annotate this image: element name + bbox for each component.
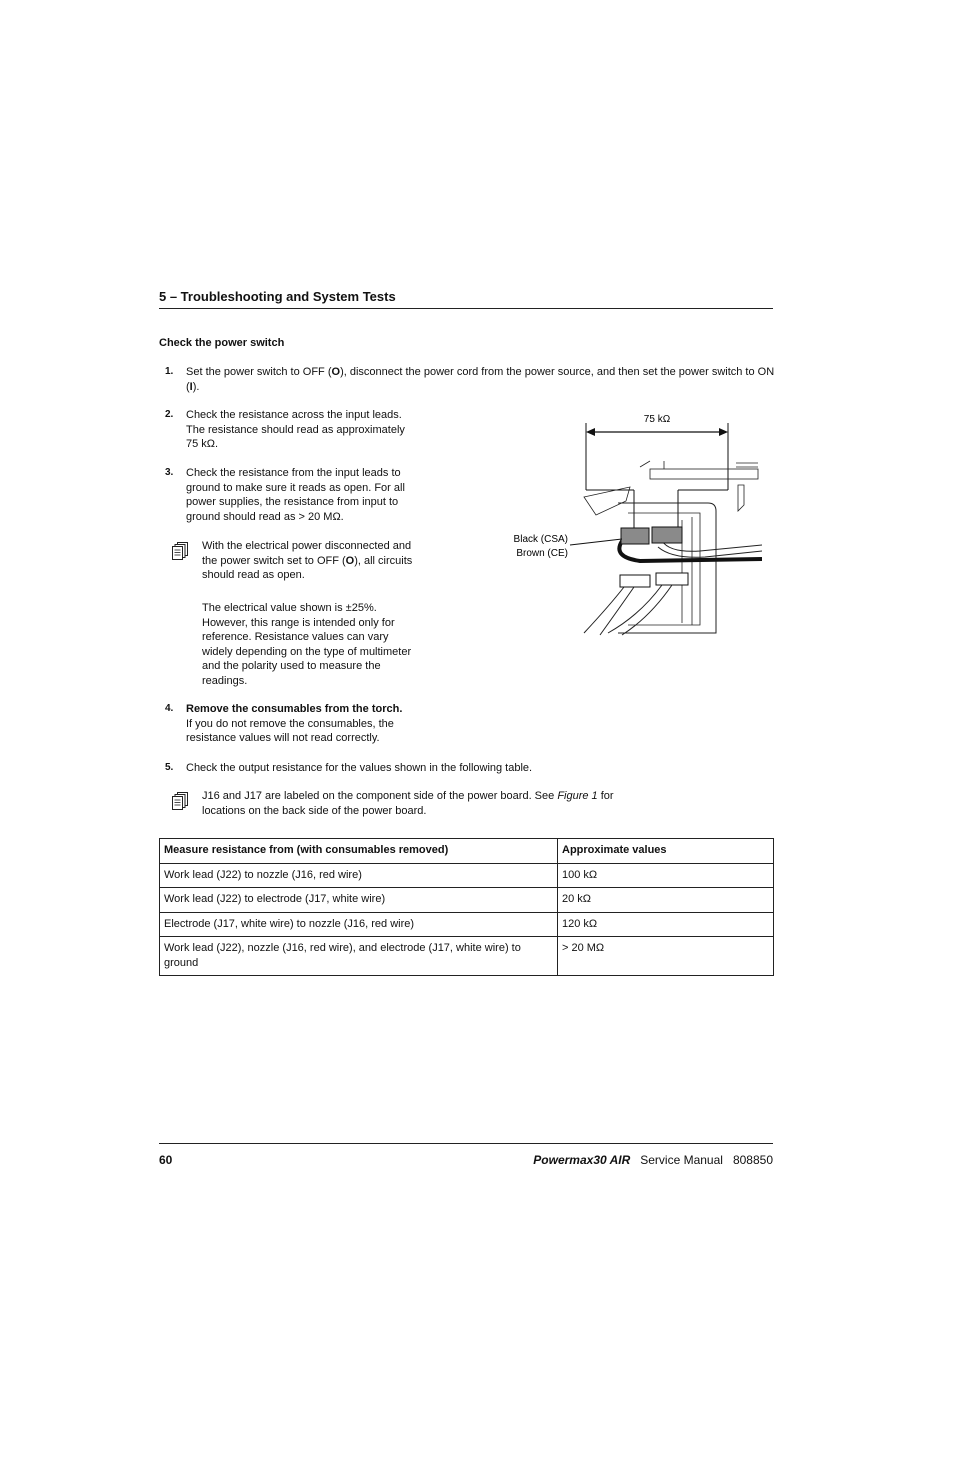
column-header: Measure resistance from (with consumables removed) [160,839,558,864]
product-name: Powermax30 AIR [533,1153,631,1167]
step-text: If you do not remove the consumables, the resistance values will not read correctly. [186,717,394,745]
step-number: 5. [165,762,174,773]
table-cell: 100 kΩ [558,863,774,888]
table-row [160,888,774,913]
table-row [160,912,774,937]
step-text: Set the power switch to OFF (O), disconnect the power cord from the power source, and then set the power switch to ON (I). [186,366,775,393]
figure-reference-link[interactable]: Figure 1 [557,790,598,802]
column-header: Approximate values [558,839,774,864]
step-2 [165,408,415,454]
on-symbol: I [189,380,193,393]
note-tolerance: The electrical value shown is ±25%. However, this range is intended only for reference. Resistance values can vary widely depending on the type of multimeter and the polarity used to measure the readings. [202,602,412,687]
measure-label: 75 kΩ [643,414,671,425]
step-4 [165,702,425,748]
table-cell: 120 kΩ [558,912,774,937]
step-text: Check the output resistance for the values shown in the following table. [186,762,533,774]
step-1 [165,365,775,397]
doc-number: 808850 [732,1153,773,1167]
step-number: 1. [165,366,174,377]
note-icon [172,792,188,810]
note-icon [172,542,188,560]
table-cell: Work lead (J22) to electrode (J17, white wire) [160,888,558,913]
note-connector-labels: J16 and J17 are labeled on the component side of the power board. See Figure 1 for locations on the back side of the power board. [202,790,614,817]
table-header-row [160,839,774,864]
step-number: 4. [165,703,174,714]
table-cell: Work lead (J22), nozzle (J16, red wire), and electrode (J17, white wire) to ground [160,937,558,976]
step-text: Check the resistance across the input leads. The resistance should read as approximately 75 kΩ. [186,409,405,451]
step-text: Check the resistance from the input leads to ground to make sure it reads as open. For all power supplies, the resistance from input to ground should read as > 20 MΩ. [186,467,405,523]
label-brown-ce: Brown (CE) [516,548,568,559]
table-cell: Work lead (J22) to nozzle (J16, red wire) [160,863,558,888]
step-5 [165,761,765,777]
table-row [160,937,774,976]
page-number: 60 [159,1153,173,1167]
table-cell: Electrode (J17, white wire) to nozzle (J16, red wire) [160,912,558,937]
step-title: Remove the consumables from the torch. [186,703,403,715]
resistance-table [159,838,774,976]
table-row [160,863,774,888]
table-cell: 20 kΩ [558,888,774,913]
step-3 [165,466,415,526]
doc-type: Service Manual [640,1153,723,1167]
footer-doc-info [533,1153,773,1167]
step-number: 2. [165,409,174,420]
off-symbol: O [331,366,341,378]
chapter-header: 5 – Troubleshooting and System Tests [159,289,396,304]
off-symbol: O [345,554,355,567]
step-number: 3. [165,467,174,478]
footer-rule [159,1143,773,1144]
header-rule [159,308,773,309]
power-switch-figure [500,405,762,637]
section-title: Check the power switch [159,337,285,349]
note-open-circuits: With the electrical power disconnected and the power switch set to OFF (O), all circuits should read as open. [202,540,413,582]
table-cell: > 20 MΩ [558,937,774,976]
label-black-csa: Black (CSA) [513,534,568,545]
